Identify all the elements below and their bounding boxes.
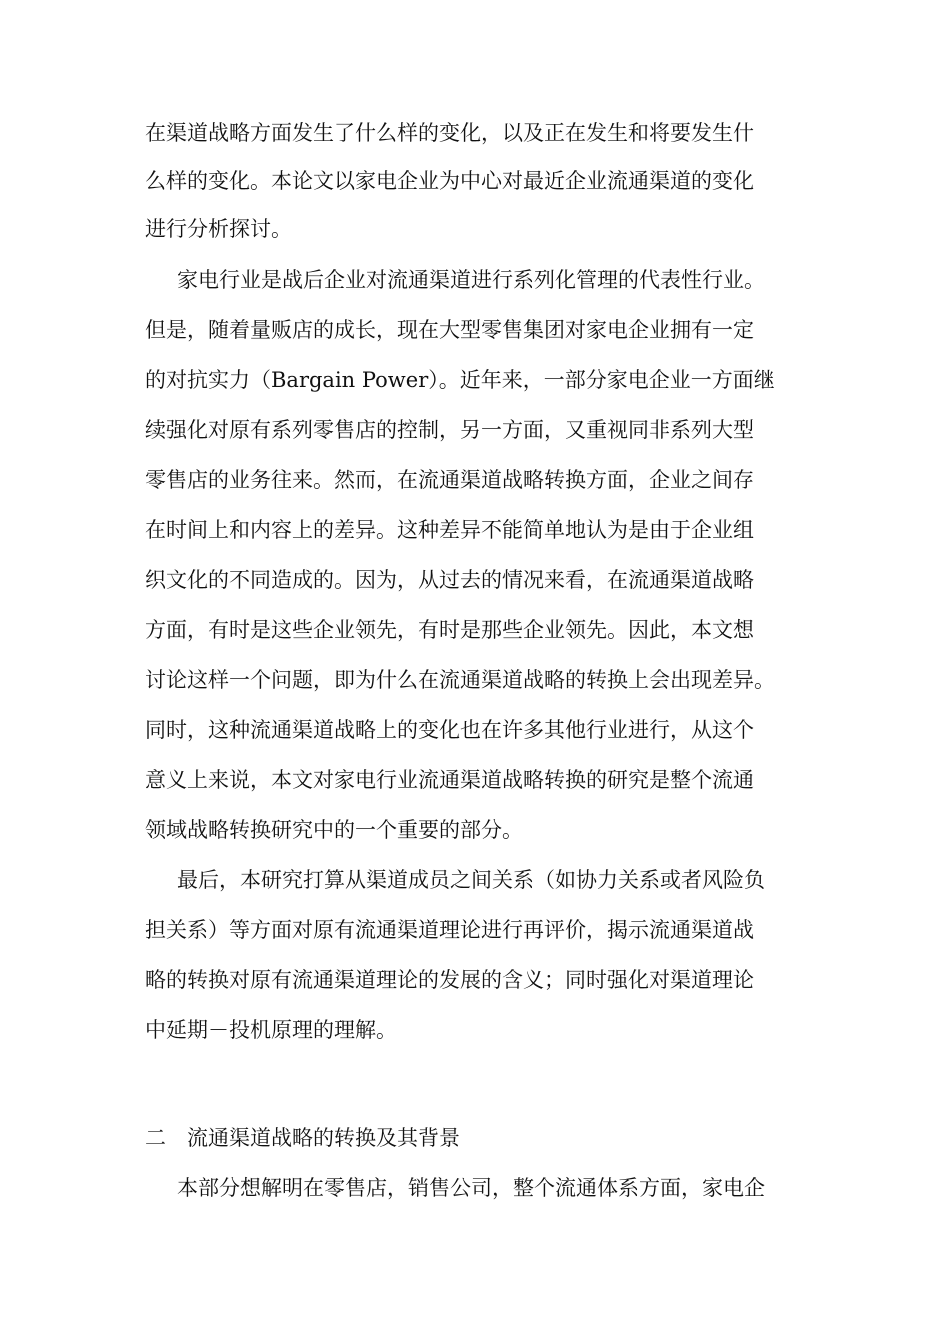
paragraph-2-line-4: 续强化对原有系列零售店的控制，另一方面，又重视同非系列大型	[145, 418, 754, 442]
paragraph-1-line-1: 在渠道战略方面发生了什么样的变化，以及正在发生和将要发生什	[145, 121, 754, 145]
paragraph-2-line-2: 但是，随着量贩店的成长，现在大型零售集团对家电企业拥有一定	[145, 318, 754, 342]
paragraph-2-line-8: 方面，有时是这些企业领先，有时是那些企业领先。因此，本文想	[145, 618, 754, 642]
paragraph-1-line-3: 进行分析探讨。	[145, 217, 292, 241]
paragraph-2-line-10: 同时，这种流通渠道战略上的变化也在许多其他行业进行，从这个	[145, 718, 754, 742]
paragraph-2-line-3: 的对抗实力（Bargain Power）。近年来，一部分家电企业一方面继	[145, 368, 775, 392]
paragraph-3-line-1: 最后，本研究打算从渠道成员之间关系（如协力关系或者风险负	[177, 868, 765, 892]
paragraph-2-line-12: 领域战略转换研究中的一个重要的部分。	[145, 818, 523, 842]
paragraph-2-line-7: 织文化的不同造成的。因为，从过去的情况来看，在流通渠道战略	[145, 568, 754, 592]
paragraph-2-line-1: 家电行业是战后企业对流通渠道进行系列化管理的代表性行业。	[177, 268, 765, 292]
section-heading: 二 流通渠道战略的转换及其背景	[145, 1126, 460, 1150]
paragraph-2-line-5: 零售店的业务往来。然而，在流通渠道战略转换方面，企业之间存	[145, 468, 754, 492]
paragraph-3-line-4: 中延期－投机原理的理解。	[145, 1018, 397, 1042]
paragraph-3-line-3: 略的转换对原有流通渠道理论的发展的含义；同时强化对渠道理论	[145, 968, 754, 992]
paragraph-3-line-2: 担关系）等方面对原有流通渠道理论进行再评价，揭示流通渠道战	[145, 918, 754, 942]
paragraph-2-line-6: 在时间上和内容上的差异。这种差异不能简单地认为是由于企业组	[145, 518, 754, 542]
paragraph-2-line-9: 讨论这样一个问题，即为什么在流通渠道战略的转换上会出现差异。	[145, 668, 775, 692]
paragraph-1-line-2: 么样的变化。本论文以家电企业为中心对最近企业流通渠道的变化	[145, 169, 754, 193]
section-paragraph-line-1: 本部分想解明在零售店，销售公司，整个流通体系方面，家电企	[177, 1176, 765, 1200]
paragraph-2-line-11: 意义上来说，本文对家电行业流通渠道战略转换的研究是整个流通	[145, 768, 754, 792]
